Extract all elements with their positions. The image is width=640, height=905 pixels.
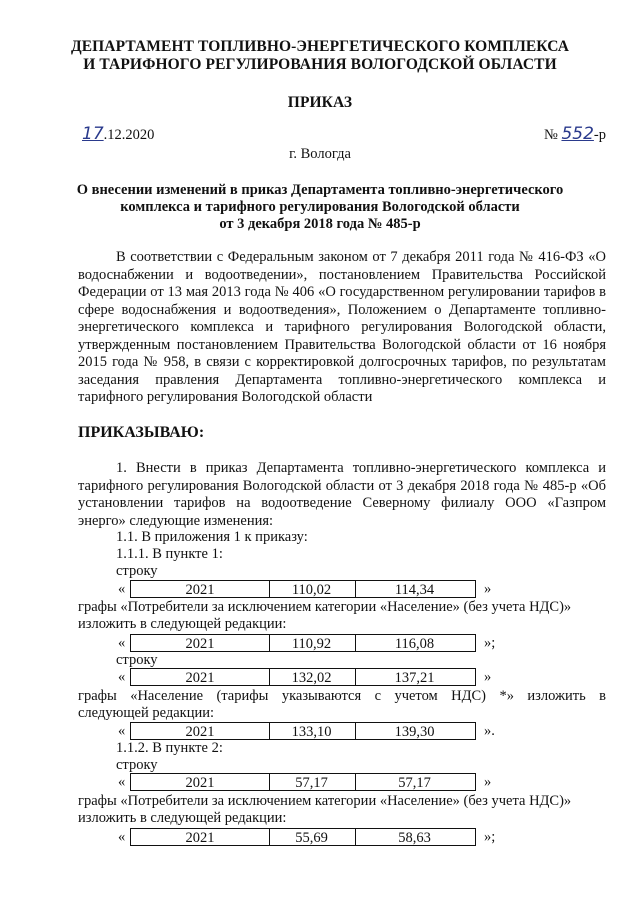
preamble-paragraph: В соответствии с Федеральным законом от 7 декабря 2011 года № 416-ФЗ «О водоснабжении и водоотведении», постановлением Правительства Российской Федерации от 13 мая 2013 года № 406 «О государственном регулировании тарифов в сфере водоснабжения и водоотведения», Положением о Департаменте топливно-энергетического комплекса и тарифного регулирования Вологодской области, утвержденным постановлением Правительства Вологодской области от 16 ноября 2015 года № 958, в связи с корректировкой долгосрочных тарифов, по результатам заседания правления Департамента топливно-энергетического комплекса и тарифного регулирования Вологодской области xyxy=(78,249,606,405)
close-quote: »; xyxy=(484,829,496,845)
value-cell: 57,17 xyxy=(354,773,476,791)
stroku-label: строку xyxy=(116,757,158,773)
year-cell: 2021 xyxy=(130,580,270,598)
grafy-population-line: графы «Население (тарифы указываются с учетом НДС) *» изложить в xyxy=(78,688,606,704)
value-cell: 58,63 xyxy=(354,828,476,846)
subject-line1: О внесении изменений в приказ Департамента топливно-энергетического xyxy=(76,182,564,198)
item-1-paragraph: 1. Внести в приказ Департамента топливно-энергетического комплекса и тарифного регулирования Вологодской области от 3 декабря 2018 года № 485-р «Об установлении тарифов на водоотведение Северному филиалу ООО «Газпром энерго» следующие изменения: xyxy=(78,460,606,529)
number-sign: № xyxy=(543,127,562,143)
value-cell: 133,10 xyxy=(268,722,356,740)
value-cell: 137,21 xyxy=(354,668,476,686)
item-1-1-2: 1.1.2. В пункте 2: xyxy=(116,740,223,756)
sled-redakcii-line: следующей редакции: xyxy=(78,705,215,721)
close-quote: » xyxy=(484,581,492,597)
izlozhit-line: изложить в следующей редакции: xyxy=(78,810,287,826)
close-quote: »; xyxy=(484,635,496,651)
document-type: ПРИКАЗ xyxy=(287,94,353,111)
grafy-consumers-line: графы «Потребители за исключением категории «Население» (без учета НДС)» xyxy=(78,793,572,809)
value-cell: 116,08 xyxy=(354,634,476,652)
order-date xyxy=(82,126,154,145)
order-word: ПРИКАЗЫВАЮ: xyxy=(78,424,205,441)
stroku-label: строку xyxy=(116,563,158,579)
close-quote: ». xyxy=(484,723,495,739)
value-cell: 110,92 xyxy=(268,634,356,652)
number-suffix: -р xyxy=(593,127,606,143)
open-quote: « xyxy=(118,669,126,685)
order-number xyxy=(544,126,606,145)
value-cell: 110,02 xyxy=(268,580,356,598)
value-cell: 114,34 xyxy=(354,580,476,598)
year-cell: 2021 xyxy=(130,722,270,740)
close-quote: » xyxy=(484,774,492,790)
grafy-consumers-line: графы «Потребители за исключением категории «Население» (без учета НДС)» xyxy=(78,599,572,615)
subject-line2: комплекса и тарифного регулирования Вологодской области xyxy=(120,199,520,215)
open-quote: « xyxy=(118,829,126,845)
handwritten-day: 17 xyxy=(82,124,104,144)
item-1-1: 1.1. В приложения 1 к приказу: xyxy=(116,529,308,545)
izlozhit-line: изложить в следующей редакции: xyxy=(78,616,287,632)
handwritten-number: 552 xyxy=(561,124,594,144)
open-quote: « xyxy=(118,635,126,651)
item-1-1-1: 1.1.1. В пункте 1: xyxy=(116,546,223,562)
close-quote: » xyxy=(484,669,492,685)
city: г. Вологда xyxy=(289,146,351,162)
value-cell: 139,30 xyxy=(354,722,476,740)
year-cell: 2021 xyxy=(130,773,270,791)
year-cell: 2021 xyxy=(130,634,270,652)
subject-line3: от 3 декабря 2018 года № 485-р xyxy=(219,216,421,232)
value-cell: 57,17 xyxy=(268,773,356,791)
open-quote: « xyxy=(118,774,126,790)
department-name-line1: ДЕПАРТАМЕНТ ТОПЛИВНО-ЭНЕРГЕТИЧЕСКОГО КОМПЛЕКСА xyxy=(70,38,570,55)
department-name-line2: И ТАРИФНОГО РЕГУЛИРОВАНИЯ ВОЛОГОДСКОЙ ОБЛАСТИ xyxy=(83,56,557,73)
open-quote: « xyxy=(118,723,126,739)
stroku-label: строку xyxy=(116,652,158,668)
value-cell: 132,02 xyxy=(268,668,356,686)
date-month-year: .12.2020 xyxy=(103,127,155,143)
year-cell: 2021 xyxy=(130,828,270,846)
year-cell: 2021 xyxy=(130,668,270,686)
value-cell: 55,69 xyxy=(268,828,356,846)
open-quote: « xyxy=(118,581,126,597)
